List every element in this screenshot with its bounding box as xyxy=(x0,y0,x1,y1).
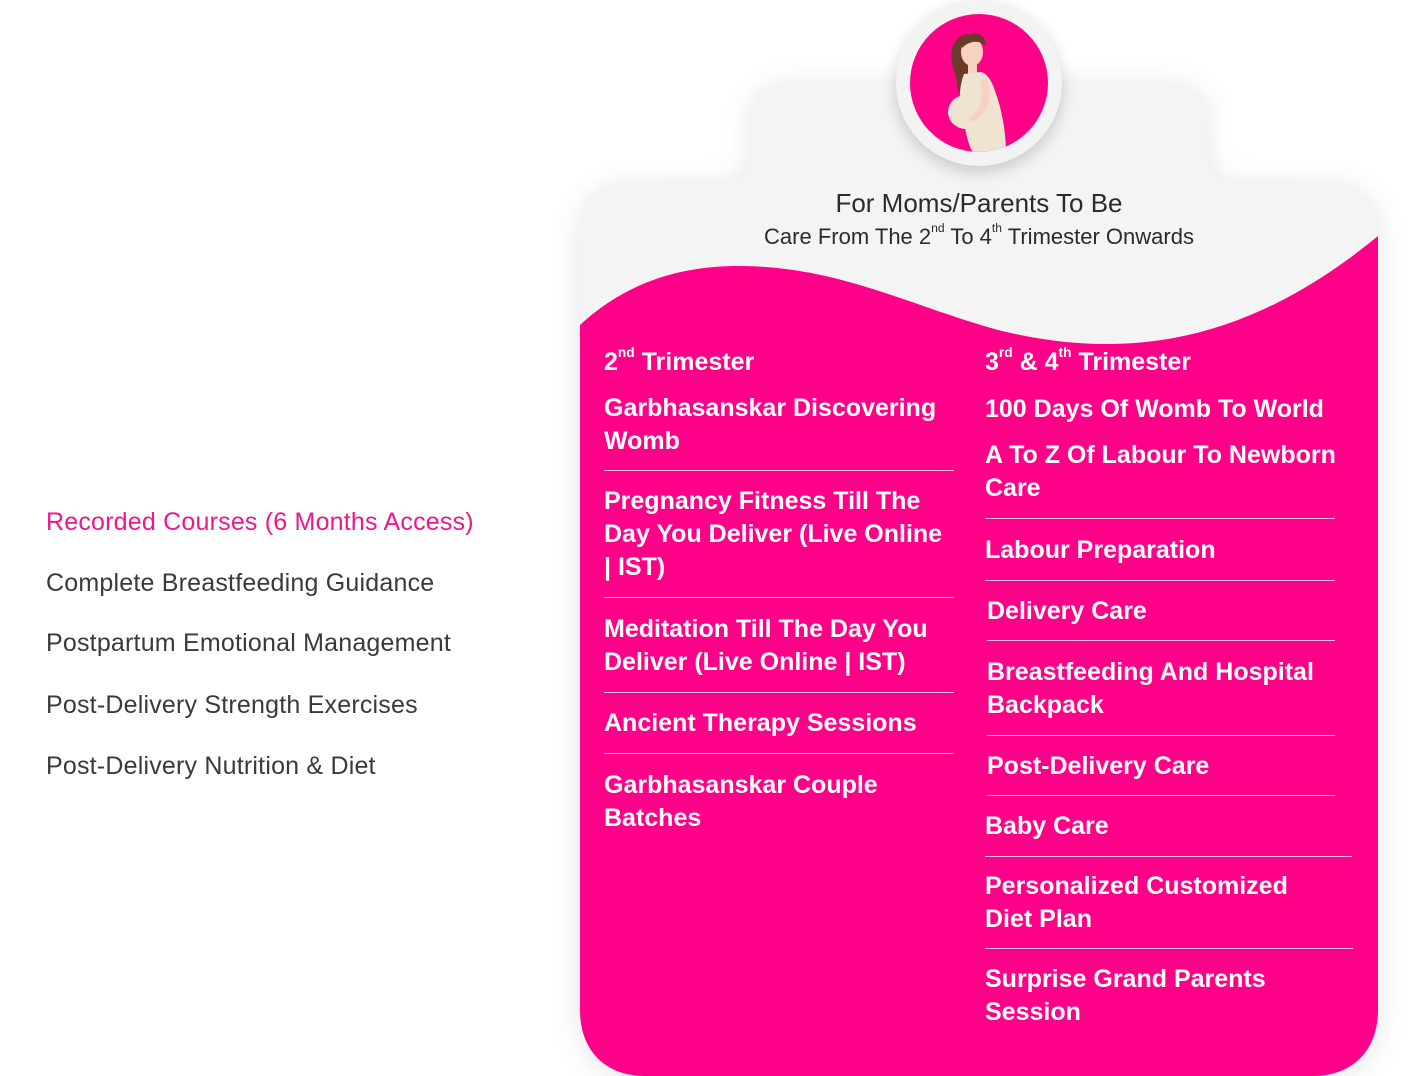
feature-strength-exercises[interactable]: Post-Delivery Strength Exercises xyxy=(46,691,418,719)
col1-item-meditation[interactable]: Meditation Till The Day You Deliver (Live Online | IST) xyxy=(604,615,928,676)
col1-item-ancient-therapy[interactable]: Ancient Therapy Sessions xyxy=(604,709,917,737)
col2-item-breastfeeding-backpack[interactable]: Breastfeeding And Hospital Backpack xyxy=(987,658,1314,719)
feature-postpartum-emotional[interactable]: Postpartum Emotional Management xyxy=(46,629,452,657)
col1-item-garbhasanskar[interactable]: Garbhasanskar Discovering Womb xyxy=(604,394,937,455)
feature-recorded-courses[interactable]: Recorded Courses (6 Months Access) xyxy=(46,508,474,536)
divider xyxy=(987,795,1335,796)
feature-breastfeeding-guidance[interactable]: Complete Breastfeeding Guidance xyxy=(46,569,435,597)
divider xyxy=(985,948,1353,949)
divider xyxy=(987,640,1335,641)
pregnant-woman-icon xyxy=(910,14,1048,152)
col1-item-pregnancy-fitness[interactable]: Pregnancy Fitness Till The Day You Deliver (Live Online | IST) xyxy=(604,487,943,581)
col2-item-baby-care[interactable]: Baby Care xyxy=(985,812,1109,840)
col2-item-diet-plan[interactable]: Personalized Customized Diet Plan xyxy=(985,872,1288,933)
divider xyxy=(987,735,1335,736)
divider xyxy=(985,856,1352,857)
col2-item-labour-to-newborn[interactable]: A To Z Of Labour To Newborn Care xyxy=(985,441,1336,502)
col1-item-couple-batches[interactable]: Garbhasanskar Couple Batches xyxy=(604,771,878,832)
col2-item-grand-parents[interactable]: Surprise Grand Parents Session xyxy=(985,965,1266,1026)
card-title: For Moms/Parents To Be xyxy=(835,188,1123,218)
program-card xyxy=(578,0,1380,1076)
feature-nutrition-diet[interactable]: Post-Delivery Nutrition & Diet xyxy=(46,752,376,780)
card-subtitle: Care From The 2nd To 4th Trimester Onwards xyxy=(764,221,1194,249)
col2-item-post-delivery-care[interactable]: Post-Delivery Care xyxy=(987,752,1210,780)
divider xyxy=(604,753,954,754)
col1-heading: 2nd Trimester xyxy=(604,344,755,376)
divider xyxy=(604,692,954,693)
col2-item-delivery-care[interactable]: Delivery Care xyxy=(987,597,1147,625)
avatar xyxy=(896,0,1062,166)
divider xyxy=(985,518,1335,519)
col2-item-womb-to-world[interactable]: 100 Days Of Womb To World xyxy=(985,395,1324,423)
col2-heading: 3rd & 4th Trimester xyxy=(985,344,1192,376)
divider xyxy=(985,580,1335,581)
divider xyxy=(604,470,954,471)
divider xyxy=(604,597,954,598)
col2-item-labour-preparation[interactable]: Labour Preparation xyxy=(985,536,1216,564)
